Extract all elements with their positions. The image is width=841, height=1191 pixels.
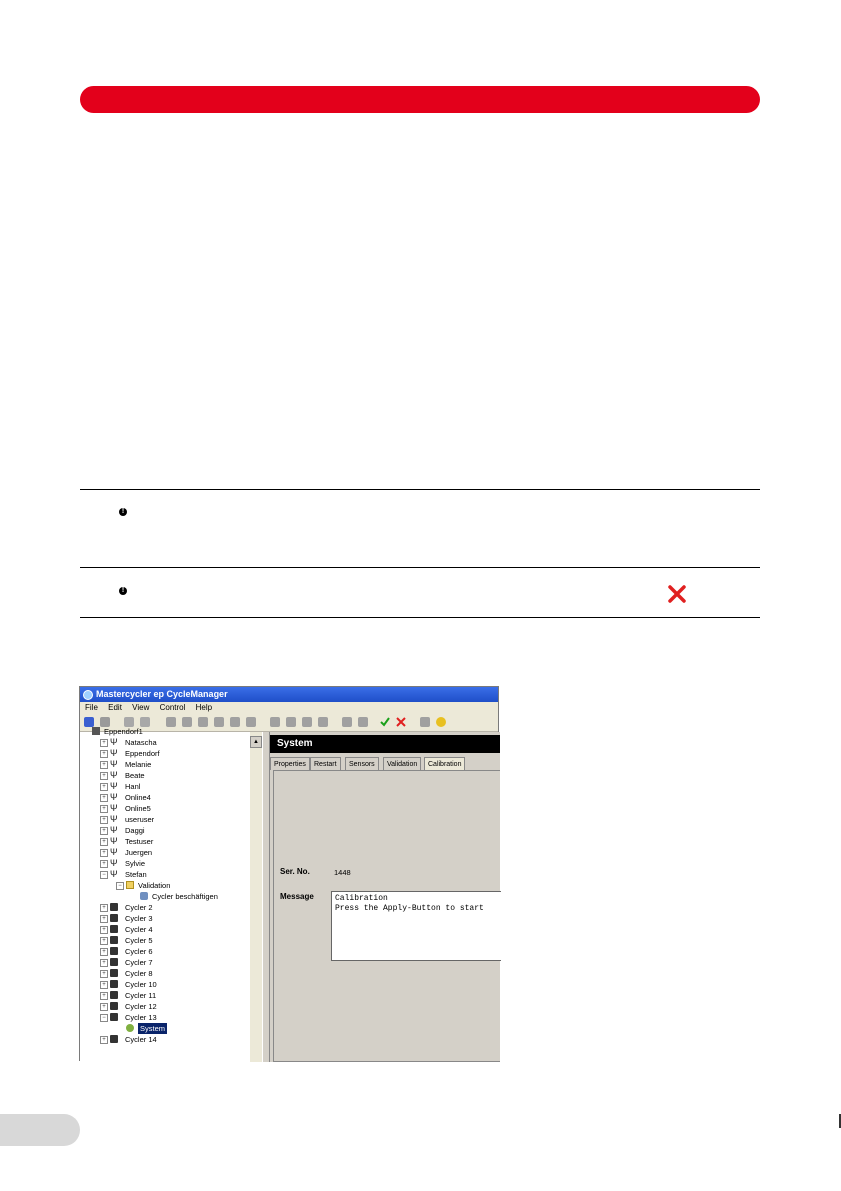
help-icon[interactable]: [436, 717, 446, 727]
cycler-icon: [110, 958, 118, 966]
pause-icon[interactable]: [230, 717, 240, 727]
user-icon: Ψ: [110, 759, 118, 769]
user-icon: Ψ: [110, 836, 118, 846]
note-divider-top: [80, 489, 760, 490]
menu-control[interactable]: Control: [159, 703, 186, 712]
pane-splitter[interactable]: [263, 732, 270, 1062]
user-icon: Ψ: [110, 770, 118, 780]
serial-label: Ser. No.: [280, 867, 310, 876]
tab-properties[interactable]: Properties: [270, 757, 310, 770]
user-icon: Ψ: [110, 781, 118, 791]
folder-icon: [126, 881, 134, 889]
panel-header: System: [270, 735, 500, 753]
user-icon: Ψ: [110, 737, 118, 747]
remove-user-icon[interactable]: [198, 717, 208, 727]
message-textarea[interactable]: Calibration Press the Apply-Button to start: [331, 891, 501, 961]
menu-edit[interactable]: Edit: [108, 703, 122, 712]
cycler-icon: [110, 936, 118, 944]
play-icon[interactable]: [270, 717, 280, 727]
close-icon: [667, 584, 687, 604]
user-icon: Ψ: [110, 814, 118, 824]
system-icon: [126, 1024, 134, 1032]
menu-file[interactable]: File: [85, 703, 98, 712]
user-icon: Ψ: [110, 858, 118, 868]
block-icon[interactable]: [318, 717, 328, 727]
cycler-icon: [110, 1013, 118, 1021]
calibration-pane: [273, 770, 500, 1062]
tree-scrollbar[interactable]: [250, 732, 262, 1062]
edit-icon[interactable]: [214, 717, 224, 727]
tab-calibration[interactable]: Calibration: [424, 757, 465, 770]
page-number-tab: [0, 1114, 80, 1146]
menu-bar: [80, 702, 498, 714]
stop-icon[interactable]: [286, 717, 296, 727]
note-divider-middle: [80, 567, 760, 568]
device-tree: Eppendorf1 + Ψ Natascha + Ψ Eppendorf + Ψ Melanie + Ψ Beate + Ψ Hanl + Ψ Online4 + Ψ Online5 + Ψ useruser + Ψ Daggi + Ψ Testuser + Ψ Juergen + Ψ Sylvie − Ψ Stefan − Validation Cycler beschäftigen + Cycler 2 + Cycler 3 + Cycler 4 + Cycler 5 + Cycler 6 + Cycler 7 + Cycler 8 + Cycler 10 + Cycler 11 + Cycler 12 − Cycler 13 System + Cycler 14: [80, 732, 264, 1062]
note-divider-bottom: [80, 617, 760, 618]
title-bar: [80, 687, 498, 702]
properties-icon[interactable]: [420, 717, 430, 727]
window-title: Mastercycler ep CycleManager: [96, 689, 228, 699]
user-icon: Ψ: [110, 748, 118, 758]
tab-validation[interactable]: Validation: [383, 757, 421, 770]
lock-icon[interactable]: [84, 717, 94, 727]
detail-panel: [270, 732, 500, 1062]
tab-sensors[interactable]: Sensors: [345, 757, 379, 770]
add-user-icon[interactable]: [182, 717, 192, 727]
sort-icon[interactable]: [358, 717, 368, 727]
cycler-icon: [110, 903, 118, 911]
user-icon: Ψ: [110, 869, 118, 879]
cycler-icon: [110, 969, 118, 977]
info-icon: !: [119, 587, 127, 595]
section-header-bar: [80, 86, 760, 113]
serial-value: 1448: [334, 868, 351, 877]
scroll-up-arrow-icon[interactable]: ▲: [250, 736, 262, 748]
network-icon: [92, 727, 100, 735]
task-icon: [140, 892, 148, 900]
cycler-icon: [110, 991, 118, 999]
tab-restart[interactable]: Restart: [310, 757, 341, 770]
menu-help[interactable]: Help: [195, 703, 213, 712]
cycler-icon: [110, 1002, 118, 1010]
user-icon: Ψ: [110, 825, 118, 835]
info-icon: !: [119, 508, 127, 516]
message-label: Message: [280, 892, 314, 901]
user-icon: Ψ: [110, 803, 118, 813]
user-icon: Ψ: [110, 847, 118, 857]
cycler-icon: [110, 1035, 118, 1043]
user-icon: Ψ: [110, 792, 118, 802]
cycler-icon: [110, 925, 118, 933]
cyclemanager-window: [79, 686, 499, 1061]
lid-icon[interactable]: [302, 717, 312, 727]
graph-icon[interactable]: [342, 717, 352, 727]
cancel-x-icon[interactable]: [396, 717, 406, 727]
apply-check-icon[interactable]: [380, 717, 390, 727]
user-icon[interactable]: [166, 717, 176, 727]
pen-icon[interactable]: [246, 717, 256, 727]
app-icon: [83, 690, 93, 700]
menu-view[interactable]: View: [132, 703, 150, 712]
cycler-icon: [110, 980, 118, 988]
cycler-icon: [110, 914, 118, 922]
cycler-icon: [110, 947, 118, 955]
